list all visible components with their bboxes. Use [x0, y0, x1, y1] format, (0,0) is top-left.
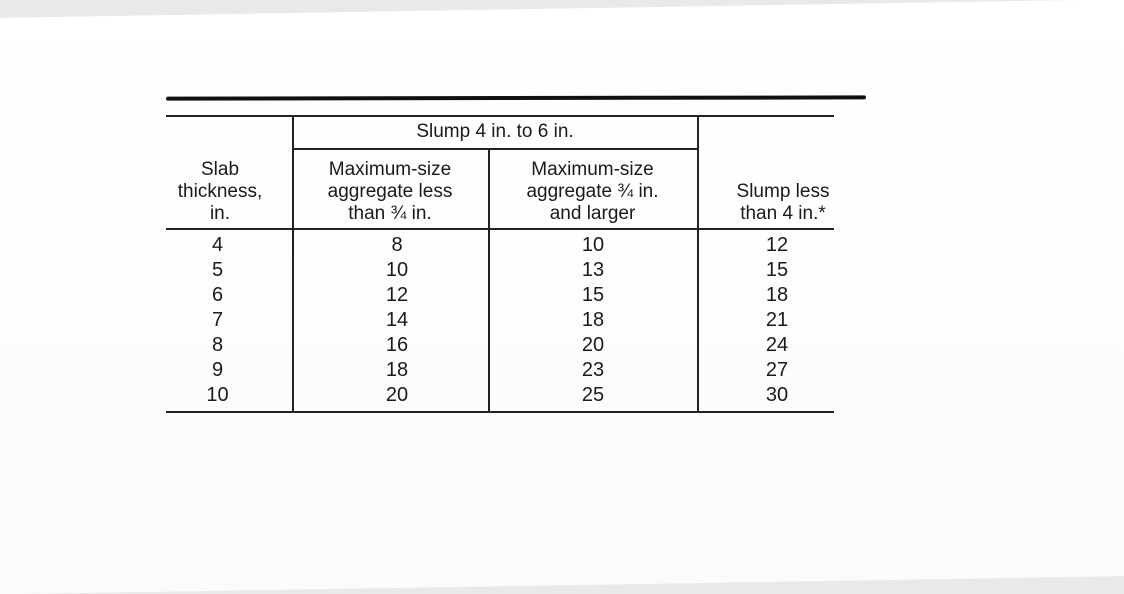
table-cell: 15 — [765, 259, 789, 281]
header-line: than ¾ in. — [348, 203, 432, 224]
table-cell: 16 — [385, 334, 409, 356]
table-cell: 18 — [385, 359, 409, 381]
header-line: Slump less — [736, 181, 830, 202]
header-line: aggregate less — [327, 181, 453, 202]
header-line: than 4 in.* — [740, 203, 826, 224]
table-cell: 27 — [765, 359, 789, 381]
table-cell: 25 — [581, 384, 605, 406]
table-cell: 8 — [211, 334, 224, 356]
column-divider-3 — [697, 115, 699, 412]
table-cell: 20 — [385, 384, 409, 406]
table-cell: 10 — [206, 384, 229, 406]
table-cell: 24 — [765, 334, 789, 356]
table-cell: 10 — [385, 259, 409, 281]
table-bottom-rule — [166, 411, 834, 413]
table-cell: 5 — [211, 259, 224, 281]
table-cell: 10 — [581, 234, 605, 256]
table-cell: 20 — [581, 334, 605, 356]
header-line: Slab — [200, 159, 240, 180]
table-top-rule — [166, 115, 834, 117]
table-cell: 7 — [211, 309, 224, 331]
table-cell: 14 — [385, 309, 409, 331]
header-agg-3-4-larger — [488, 159, 697, 225]
header-line: Maximum-size — [531, 159, 654, 180]
table-cell: 30 — [765, 384, 789, 406]
header-line: Maximum-size — [328, 159, 452, 180]
table-cell: 15 — [581, 284, 605, 306]
table-cell: 23 — [581, 359, 605, 381]
group-header-slump-4-6: Slump 4 in. to 6 in. — [416, 121, 574, 142]
header-line: and larger — [549, 203, 636, 224]
header-line: in. — [209, 203, 231, 224]
column-agg-less-3-4 — [362, 233, 432, 408]
column-agg-3-4-larger — [558, 233, 628, 408]
table-cell: 13 — [581, 259, 605, 281]
table-cell: 9 — [211, 359, 224, 381]
table-cell: 4 — [211, 234, 224, 256]
table-cell: 18 — [581, 309, 605, 331]
header-agg-less-3-4 — [292, 159, 488, 225]
column-slump-less-4 — [742, 233, 812, 408]
table-cell: 12 — [765, 234, 789, 256]
table-cell: 12 — [385, 284, 409, 306]
table-cell: 21 — [765, 309, 789, 331]
header-bottom-rule — [166, 228, 834, 230]
table-cell: 8 — [391, 234, 403, 256]
column-slab-thickness — [190, 233, 245, 408]
header-line: aggregate ¾ in. — [526, 181, 659, 202]
header-slump-less-4 — [698, 181, 868, 225]
header-slab-thickness — [160, 159, 280, 225]
header-line: thickness, — [177, 181, 263, 202]
group-header-rule — [292, 148, 698, 150]
table-cell: 6 — [211, 284, 224, 306]
table-cell: 18 — [765, 284, 789, 306]
